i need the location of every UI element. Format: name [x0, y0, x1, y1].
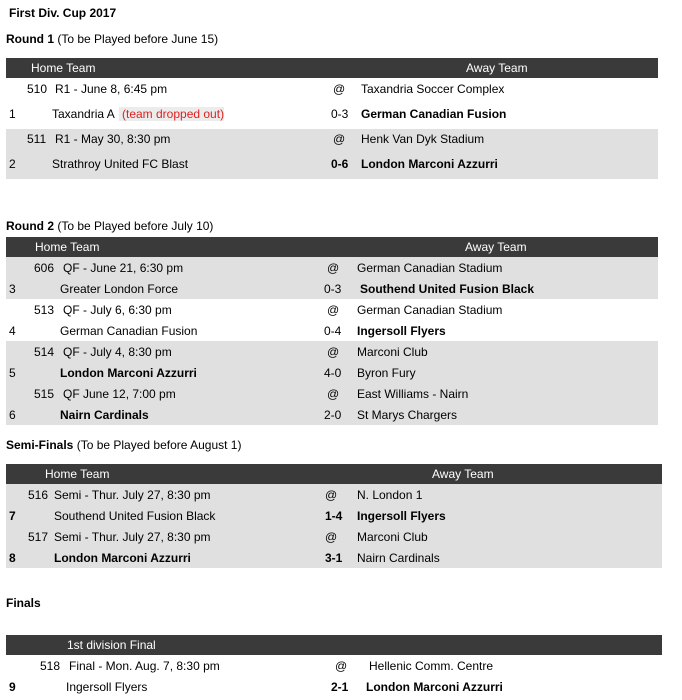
match-number: 5 [9, 366, 16, 380]
round1-title: Round 1 [6, 32, 54, 46]
match-number: 2 [9, 157, 16, 171]
venue: East Williams - Nairn [357, 387, 469, 401]
venue: N. London 1 [357, 488, 423, 502]
at-symbol: @ [325, 488, 338, 502]
score: 1-4 [325, 509, 343, 523]
game-number: 516 [28, 488, 49, 502]
round1-table-header [6, 58, 658, 78]
game-number: 513 [34, 303, 55, 317]
game-number: 514 [34, 345, 55, 359]
venue: Henk Van Dyk Stadium [361, 132, 485, 146]
away-team: Nairn Cardinals [357, 551, 440, 565]
game-info: QF June 12, 7:00 pm [63, 387, 176, 401]
away-team: London Marconi Azzurri [361, 157, 498, 171]
semis-title: Semi-Finals [6, 438, 74, 452]
match-number: 6 [9, 408, 16, 422]
round2-table-header [6, 237, 658, 257]
away-team: St Marys Chargers [357, 408, 458, 422]
round2-heading [6, 219, 213, 233]
venue: German Canadian Stadium [357, 303, 503, 317]
match-number: 9 [9, 680, 16, 694]
match-number: 8 [9, 551, 16, 565]
venue: German Canadian Stadium [357, 261, 503, 275]
finals-table-header [6, 635, 662, 655]
away-team: Ingersoll Flyers [357, 324, 446, 338]
score: 4-0 [324, 366, 342, 380]
game-number: 511 [27, 132, 47, 146]
score: 3-1 [325, 551, 343, 565]
away-team: Ingersoll Flyers [357, 509, 446, 523]
game-number: 515 [34, 387, 55, 401]
at-symbol: @ [333, 82, 346, 96]
score: 0-3 [324, 282, 342, 296]
away-team: Southend United Fusion Black [360, 282, 535, 296]
home-team: Nairn Cardinals [60, 408, 149, 422]
away-team: Byron Fury [357, 366, 416, 380]
score: 2-0 [324, 408, 342, 422]
home-team-header: Home Team [35, 240, 100, 254]
score: 0-6 [331, 157, 349, 171]
home-team: Taxandria A [52, 107, 115, 121]
home-team: German Canadian Fusion [60, 324, 198, 338]
score: 2-1 [331, 680, 349, 694]
at-symbol: @ [327, 261, 340, 275]
match-number: 3 [9, 282, 16, 296]
round1-heading [6, 32, 218, 46]
game-info: QF - June 21, 6:30 pm [63, 261, 184, 275]
away-team-header: Away Team [466, 61, 528, 75]
game-number: 606 [34, 261, 55, 275]
score: 0-4 [324, 324, 342, 338]
at-symbol: @ [327, 387, 340, 401]
home-team: London Marconi Azzurri [60, 366, 197, 380]
home-team-header: Home Team [45, 467, 110, 481]
finals-title: Finals [6, 596, 41, 610]
away-team-header: Away Team [465, 240, 527, 254]
dropped-out-note: (team dropped out) [119, 107, 224, 121]
game-info: Semi - Thur. July 27, 8:30 pm [54, 530, 211, 544]
at-symbol: @ [325, 530, 338, 544]
venue: Hellenic Comm. Centre [369, 659, 494, 673]
venue: Marconi Club [357, 345, 428, 359]
score: 0-3 [331, 107, 349, 121]
home-team-header: Home Team [31, 61, 96, 75]
match-number: 1 [9, 107, 16, 121]
game-info: Semi - Thur. July 27, 8:30 pm [54, 488, 211, 502]
away-team-header: Away Team [432, 467, 494, 481]
home-team: Southend United Fusion Black [54, 509, 216, 523]
at-symbol: @ [327, 345, 340, 359]
final-header: 1st division Final [67, 638, 156, 652]
at-symbol: @ [335, 659, 348, 673]
home-team: Strathroy United FC Blast [52, 157, 189, 171]
match-number: 4 [9, 324, 16, 338]
at-symbol: @ [327, 303, 340, 317]
home-team: Greater London Force [60, 282, 179, 296]
game-info: R1 - May 30, 8:30 pm [55, 132, 171, 146]
round1-subtitle: (To be Played before June 15) [57, 32, 219, 46]
game-info: QF - July 6, 6:30 pm [63, 303, 172, 317]
game-info: R1 - June 8, 6:45 pm [55, 82, 168, 96]
game-info: QF - July 4, 8:30 pm [63, 345, 172, 359]
game-info: Final - Mon. Aug. 7, 8:30 pm [69, 659, 220, 673]
game-number: 510 [27, 82, 48, 96]
venue: Marconi Club [357, 530, 428, 544]
away-team: German Canadian Fusion [361, 107, 507, 121]
game-number: 518 [40, 659, 61, 673]
page-title: First Div. Cup 2017 [9, 6, 117, 20]
semis-table-header [6, 464, 662, 484]
round2-title: Round 2 [6, 219, 54, 233]
semis-subtitle: (To be Played before August 1) [76, 438, 242, 452]
at-symbol: @ [333, 132, 346, 146]
venue: Taxandria Soccer Complex [361, 82, 505, 96]
round2-subtitle: (To be Played before July 10) [57, 219, 214, 233]
away-team: London Marconi Azzurri [366, 680, 503, 694]
game-number: 517 [28, 530, 49, 544]
home-team: Ingersoll Flyers [66, 680, 148, 694]
home-team: London Marconi Azzurri [54, 551, 191, 565]
match-number: 7 [9, 509, 16, 523]
semis-heading [6, 438, 241, 452]
